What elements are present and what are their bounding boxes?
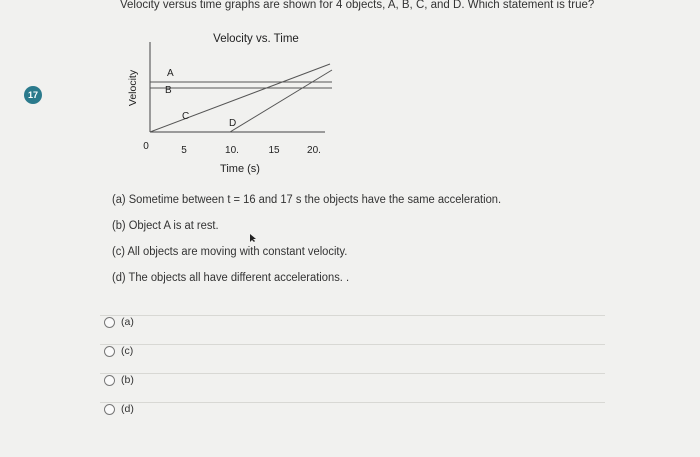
line-label-a: A (167, 68, 174, 79)
tick-label-15: 15 (268, 145, 280, 156)
tick-label-20: 20. (307, 145, 321, 156)
answer-option-label: (c) (121, 345, 134, 357)
answer-option-a[interactable] (104, 316, 134, 328)
statements-list (112, 187, 592, 291)
line-c (150, 64, 330, 132)
line-label-b: B (165, 85, 172, 96)
statement-c: (c) All objects are moving with constant velocity. (112, 246, 348, 258)
separator (100, 373, 605, 374)
tick-label-10: 10. (225, 145, 239, 156)
separator (100, 402, 605, 403)
question-text: Velocity versus time graphs are shown for 4 objects, A, B, C, and D. Which statement is true? (120, 0, 595, 11)
line-d (230, 70, 332, 132)
answer-option-b[interactable] (104, 374, 134, 386)
answer-option-label: (a) (121, 316, 134, 328)
answer-option-d[interactable] (104, 403, 134, 415)
x-axis-label: Time (s) (220, 163, 260, 175)
velocity-time-chart (120, 24, 350, 184)
radio-button[interactable] (104, 375, 115, 386)
answer-option-label: (b) (121, 374, 134, 386)
chart-title: Velocity vs. Time (213, 33, 299, 45)
question-number-badge: 17 (24, 86, 42, 104)
tick-label-0: 0 (143, 141, 149, 152)
tick-label-5: 5 (181, 145, 187, 156)
line-label-d: D (229, 118, 237, 129)
statement-a: (a) Sometime between t = 16 and 17 s the objects have the same acceleration. (112, 194, 502, 206)
separator (100, 344, 605, 345)
radio-button[interactable] (104, 317, 115, 328)
line-label-c: C (182, 111, 190, 122)
answer-option-c[interactable] (104, 345, 133, 357)
radio-button[interactable] (104, 404, 115, 415)
mouse-cursor-icon (249, 233, 257, 243)
y-axis-label: Velocity (127, 69, 139, 107)
statement-b: (b) Object A is at rest. (112, 220, 219, 232)
separator (100, 315, 605, 316)
answer-option-label: (d) (121, 403, 134, 415)
radio-button[interactable] (104, 346, 115, 357)
statement-d: (d) The objects all have different accelerations. . (112, 272, 350, 284)
